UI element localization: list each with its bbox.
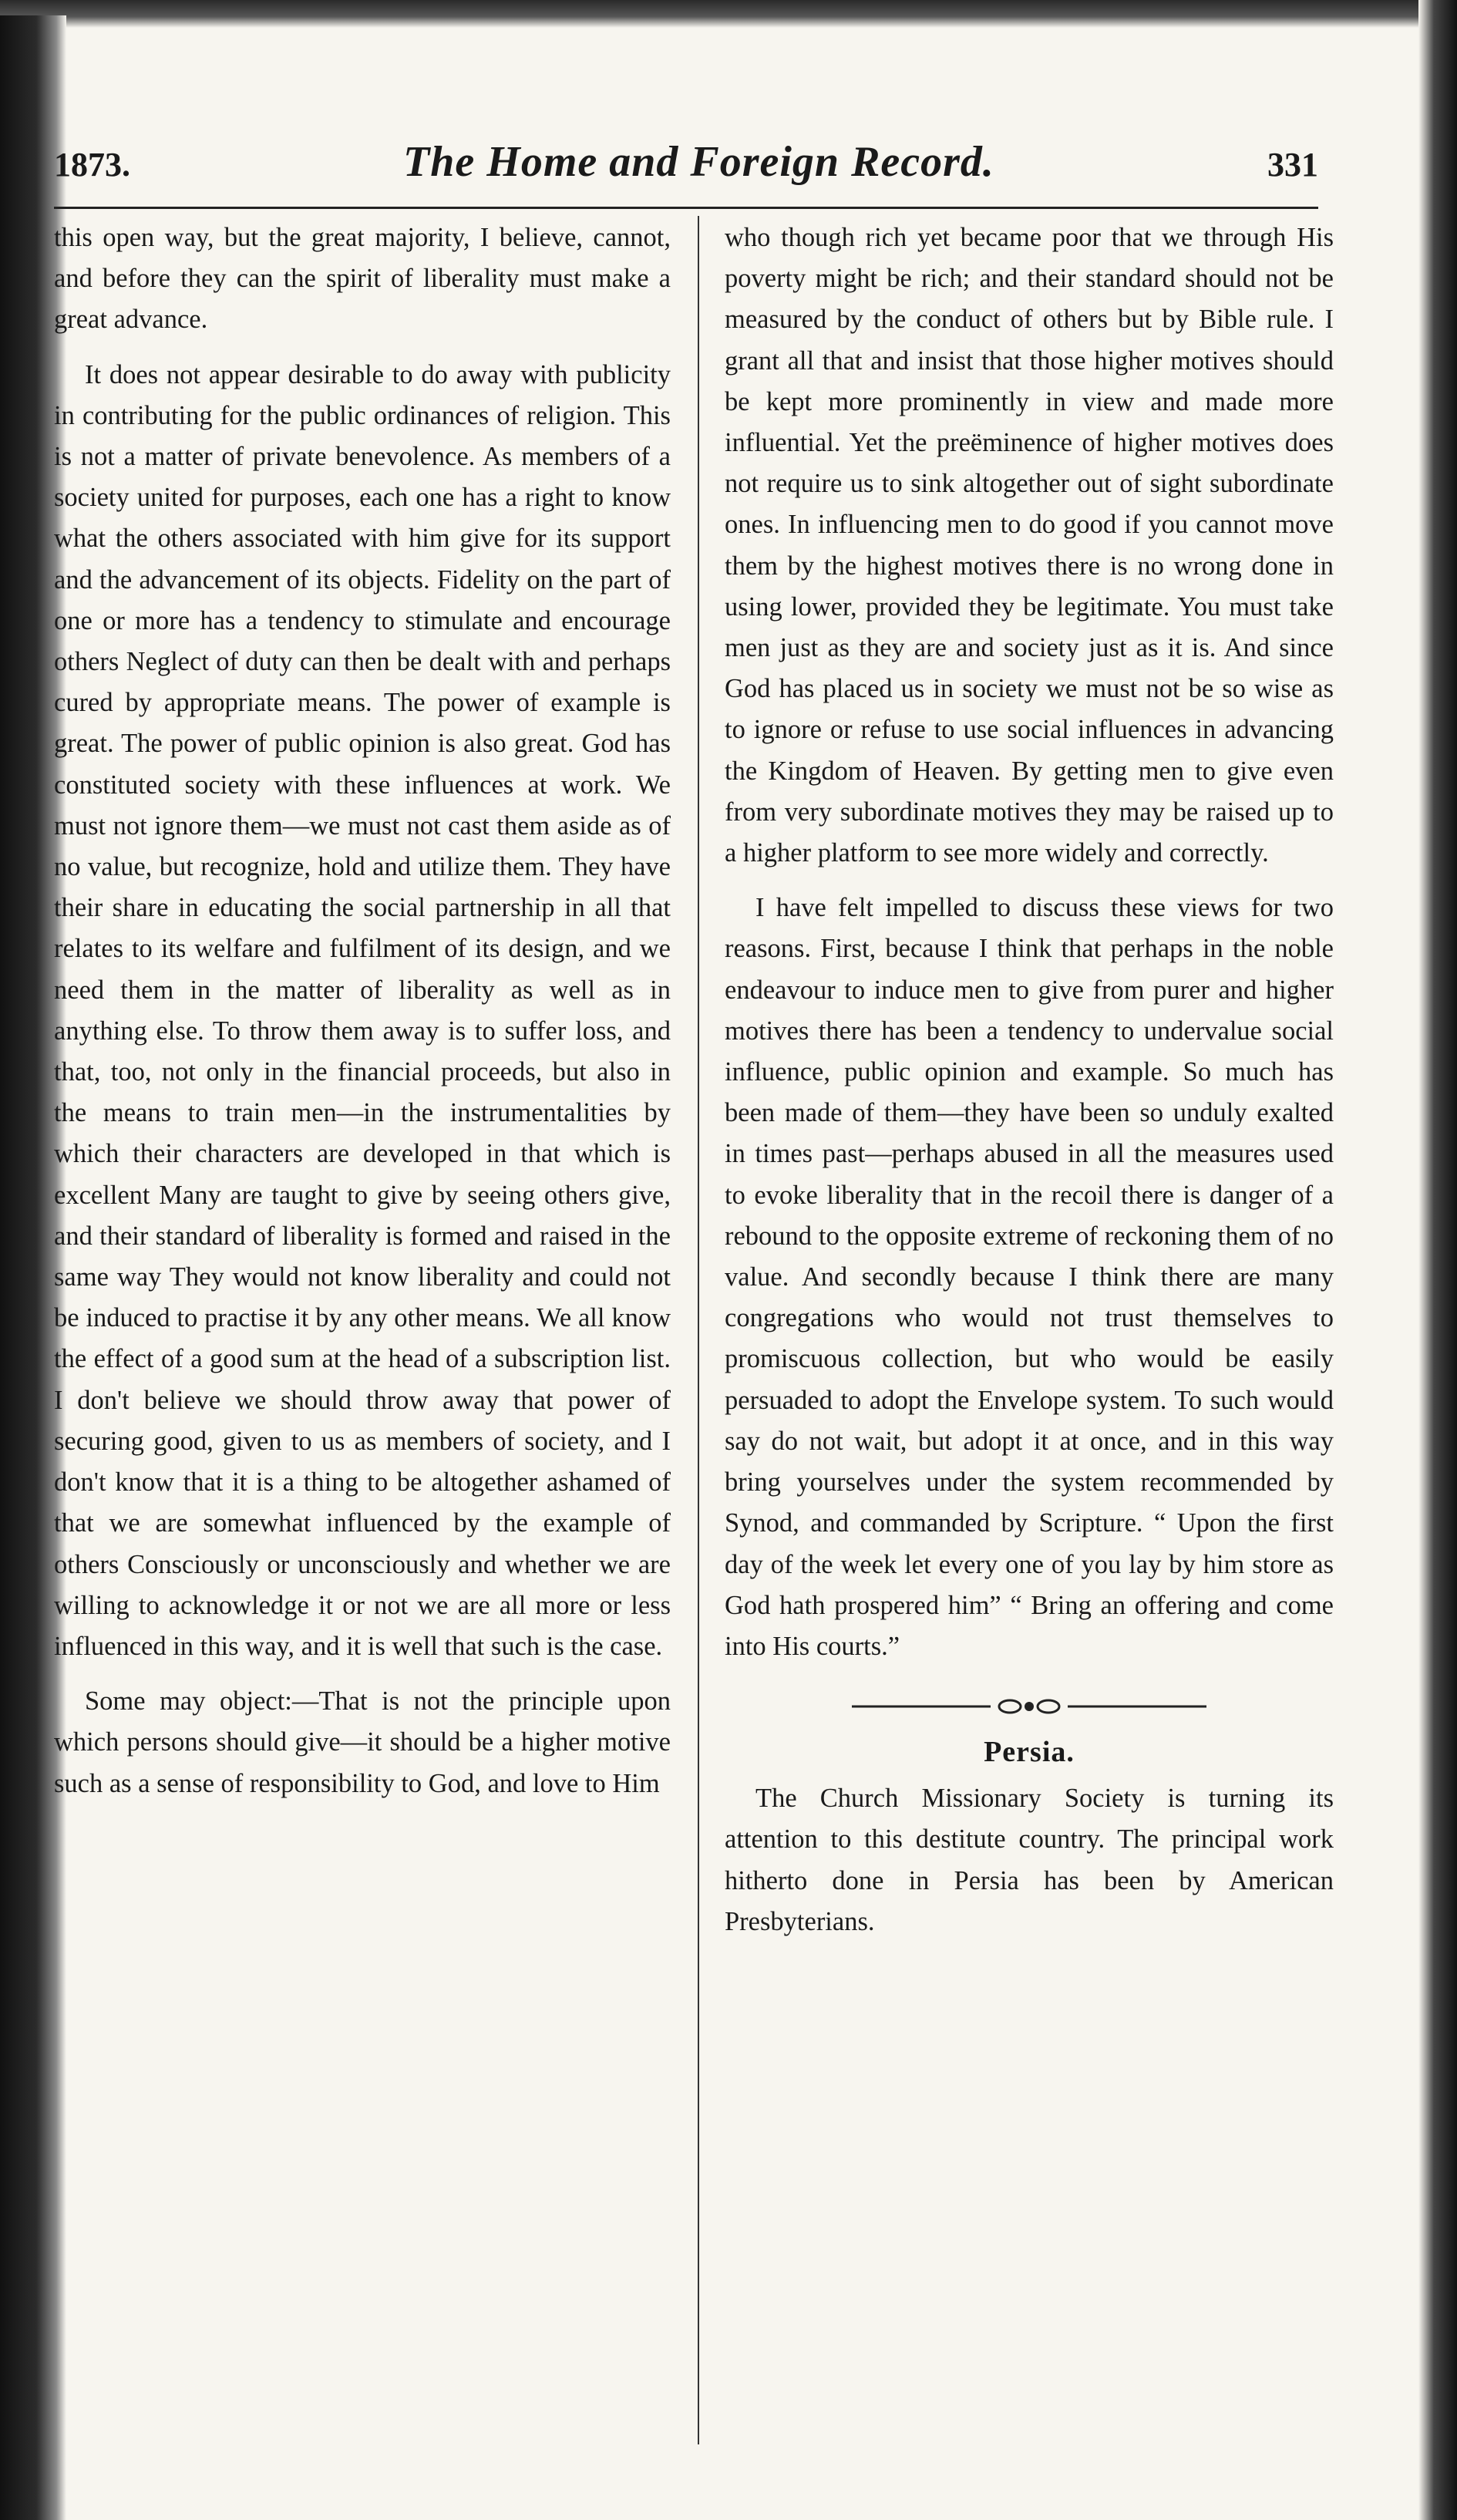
header-rule xyxy=(54,207,1318,209)
page-number: 331 xyxy=(1267,146,1318,184)
column-rule xyxy=(698,216,699,2444)
running-head xyxy=(54,137,1318,199)
page-right-edge xyxy=(1418,0,1457,2520)
ornament-divider-icon xyxy=(836,1695,1222,1718)
section-paragraph: The Church Missionary Society is turning its attention to this destitute country. The principal work hitherto done in Persia has been by American Presbyterians. xyxy=(725,1784,1334,1936)
header-year: 1873. xyxy=(54,146,130,184)
paragraph: Some may object:—That is not the principle upon which persons should give—it should be a higher motive such as a sense of responsibility to God, and love to Him xyxy=(54,1686,671,1798)
paragraph: It does not appear desirable to do away with publicity in contributing for the public ordinances of religion. This is not a matter of private benevolence. As members of a society united for purposes, each one has a right to know what the others associated with him give for its support and the advancement of its objects. Fidelity on the part of one or more has a tendency to stimulate and encourage others Neglect of duty can then be dealt with and perhaps cured by appropriate means. The power of example is great. The power of public opinion is also great. God has constituted society with these influences at work. We must not ignore them—we must not cast them aside as of no value, but recognize, hold and utilize them. They have their share in educating the social partnership in all that relates to its welfare and fulfilment of its design, and we need them in the matter of liberality as well as in anything else. To throw them away is to suffer loss, and that, too, not only in the financial proceeds, but also in the means to train men—in the instrumentalities by which their characters are developed in that which is excellent Many are taught to give by seeing others give, and their standard of liberality is formed and raised in the same way They would not know liberality and could not be induced to practise it by any other means. We all know the effect of a good sum at the head of a subscription list. I don't believe we should throw away that power of securing good, given to us as members of society, and I don't know that it is a thing to be altogether ashamed of that we are somewhat influenced by the example of others Consciously or unconsciously and whether we are willing to acknowledge it or not we are all more or less influenced in this way, and it is well that such is the case. xyxy=(54,359,671,1661)
printed-page xyxy=(54,116,1334,2475)
right-column xyxy=(725,217,1334,2454)
page-top-edge xyxy=(0,0,1457,28)
paragraph: who though rich yet became poor that we through His poverty might be rich; and their standard should not be measured by the conduct of others but by Bible rule. I grant all that and insist that those higher motives should be kept more prominently in view and made more influential. Yet the preëminence of higher motives does not require us to sink altogether out of sight subordinate ones. In influencing men to do good if you cannot move them by the highest motives there is no wrong done in using lower, provided they be legitimate. You must take men just as they are and society just as it is. And since God has placed us in society we must not be so wise as to ignore or refuse to use social influences in advancing the Kingdom of Heaven. By getting men to give even from very subordinate motives they may be raised up to a higher platform to see more widely and correctly. xyxy=(725,223,1334,868)
journal-title: The Home and Foreign Record. xyxy=(403,138,994,186)
left-column xyxy=(54,217,671,2454)
paragraph: I have felt impelled to discuss these views for two reasons. First, because I think that perhaps in the noble endeavour to induce men to give from purer and higher motives there has been a tendency to undervalue social influence, public opinion and example. So much has been made of them—they have been so unduly exalted in times past—perhaps abused in all the measures used to evoke liberality that in the recoil there is danger of a rebound to the opposite extreme of reckoning them of no value. And secondly because I think there are many congregations who would not trust themselves to promiscuous collection, but who would be easily persuaded to adopt the Envelope system. To such would say do not wait, but adopt it at once, and in this way bring yourselves under the system recommended by Synod, and commanded by Scripture. “ Upon the first day of the week let every one of you lay by him store as God hath prospered him” “ Bring an offering and come into His courts.” xyxy=(725,893,1334,1661)
paragraph: this open way, but the great majority, I believe, cannot, and before they can the spirit of liberality must make a great advance. xyxy=(54,223,671,335)
section-title: Persia. xyxy=(984,1736,1075,1769)
